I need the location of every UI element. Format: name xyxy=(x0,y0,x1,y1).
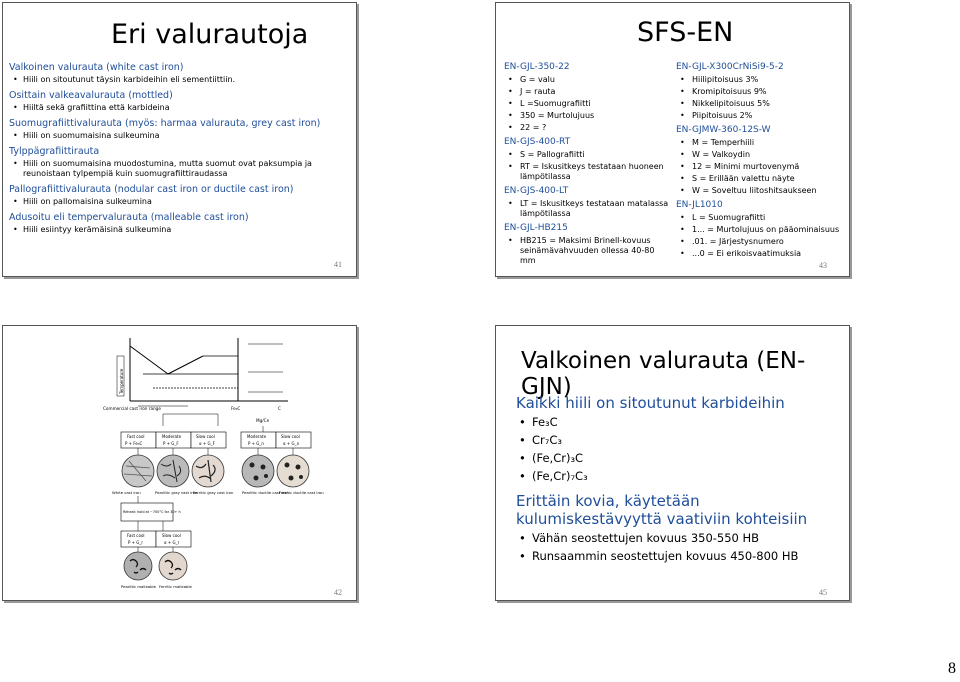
phase-formula: α + G_F xyxy=(199,441,215,446)
bullet: • W = Soveltuu liitoshitsaukseen xyxy=(676,186,844,196)
bullet: • Nikkelipitoisuus 5% xyxy=(676,99,844,109)
phase-formula: α + G_n xyxy=(283,441,300,446)
axis-label: Temperature xyxy=(119,368,124,394)
section-heading: Tylppägrafiittirauta xyxy=(9,146,100,157)
code-heading: EN-JL1010 xyxy=(676,200,723,210)
phase-formula: P + G_r xyxy=(128,540,144,545)
bullet: • Runsaammin seostettujen kovuus 450-800 HB xyxy=(516,549,836,564)
slide-42 xyxy=(2,325,357,601)
bullet: • Hiili on sitoutunut täysin karbideihin eli sementiittiin. xyxy=(9,75,349,85)
page-number: 41 xyxy=(334,260,342,269)
slide-45-content xyxy=(516,386,836,564)
bullet: • HB215 = Maksimi Brinell-kovuus seinämävahvuuden ollessa 40-80 mm xyxy=(504,236,669,266)
sheet-page-number: 8 xyxy=(948,660,956,677)
bullet: • L = Suomugrafiitti xyxy=(676,213,844,223)
slide-41 xyxy=(2,2,357,277)
cast-iron-diagram xyxy=(3,326,356,600)
bullet: • Hiili esiintyy kerämäisinä sulkeumina xyxy=(9,225,349,235)
cooling-rate: Fast cool xyxy=(127,434,145,439)
bullet: • S = Pallografiitti xyxy=(504,150,669,160)
reheat-label: Reheat: hold at ~700°C for 30+ h xyxy=(123,510,181,514)
code-heading: EN-GJL-HB215 xyxy=(504,223,568,233)
slide-45 xyxy=(495,325,850,601)
bullet: • Hiili on suomumaisina sulkeumina xyxy=(9,131,349,141)
micrograph-caption: Ferritic ductile cast iron xyxy=(279,490,324,495)
code-heading: EN-GJMW-360-12S-W xyxy=(676,125,771,135)
bullet: • (Fe,Cr)₇C₃ xyxy=(516,469,836,484)
phase-label: Fe₃C xyxy=(231,406,241,411)
bullet: • Kromipitoisuus 9% xyxy=(676,87,844,97)
slide-title: SFS-EN xyxy=(637,17,734,48)
bullet: • Hiili on pallomaisina sulkeumina xyxy=(9,197,349,207)
cooling-rate: Slow cool xyxy=(196,434,215,439)
micrographs-row2 xyxy=(121,552,193,589)
phase-label: C xyxy=(278,406,281,411)
slide-41-content xyxy=(9,57,349,235)
bullet: • S = Erillään valettu näyte xyxy=(676,174,844,184)
phase-formula: α + G_r xyxy=(164,540,180,545)
cooling-rate: Fast cool xyxy=(127,533,145,538)
section-heading: Osittain valkeavalurauta (mottled) xyxy=(9,90,173,101)
code-heading: EN-GJL-350-22 xyxy=(504,62,570,72)
bullet: • L =Suomugrafiitti xyxy=(504,99,669,109)
bullet: • 12 = Minimi murtovenymä xyxy=(676,162,844,172)
section-heading: Kaikki hiili on sitoutunut karbideihin xyxy=(516,394,785,412)
left-column xyxy=(504,58,669,266)
page-number: 43 xyxy=(819,261,827,270)
bullet: • LT = Iskusitkeys testataan matalassa lämpötilassa xyxy=(504,199,669,219)
phase-formula: P + G_n xyxy=(248,441,264,446)
bullet: • .01. = Järjestysnumero xyxy=(676,237,844,247)
reheat-step xyxy=(121,496,191,554)
bullet: • Hiilipitoisuus 3% xyxy=(676,75,844,85)
slide-title: Valkoinen valurauta (EN-GJN) xyxy=(521,348,806,400)
bullet: • J = rauta xyxy=(504,87,669,97)
cooling-rate: Slow cool xyxy=(281,434,300,439)
bullet: • Vähän seostettujen kovuus 350-550 HB xyxy=(516,531,836,546)
bullet: • Hiiltä sekä grafiittina että karbideina xyxy=(9,103,349,113)
cooling-rate: Moderate xyxy=(162,434,182,439)
cooling-rate: Moderate xyxy=(247,434,267,439)
bullet: • Piipitoisuus 2% xyxy=(676,111,844,121)
bullet: • ...0 = Ei erikoisvaatimuksia xyxy=(676,249,844,259)
bullet: • Hiili on suomumaisina muodostumina, mutta suomut ovat paksumpia ja reunoistaan tylpempiä kuin suomugrafiittiraudassa xyxy=(9,159,349,179)
range-label: Commercial cast iron range xyxy=(103,406,161,411)
micrograph-caption: Pearlitic gray cast iron xyxy=(155,490,198,495)
micrograph-caption: White cast iron xyxy=(112,490,141,495)
section-heading: Erittäin kovia, käytetään kulumiskestävyyttä vaativiin kohteisiin xyxy=(516,492,808,528)
bullet: • (Fe,Cr)₃C xyxy=(516,451,836,466)
phase-diagram xyxy=(103,338,288,432)
section-heading: Adusoitu eli tempervalurauta (malleable cast iron) xyxy=(9,212,249,223)
micrograph-caption: Pearlitic malleable xyxy=(121,584,156,589)
right-column xyxy=(676,58,844,259)
phase-formula: P + Fe₃C xyxy=(125,441,143,446)
bullet: • W = Valkoydin xyxy=(676,150,844,160)
micrographs-row1 xyxy=(112,455,324,495)
bullet: • Cr₇C₃ xyxy=(516,433,836,448)
bullet: • G = valu xyxy=(504,75,669,85)
section-heading: Pallografiittivalurauta (nodular cast iron or ductile cast iron) xyxy=(9,184,294,195)
micrograph-caption: Ferritic malleable xyxy=(159,584,192,589)
bullet: • 350 = Murtolujuus xyxy=(504,111,669,121)
slide-title: Eri valurautoja xyxy=(111,19,309,50)
slide-43 xyxy=(495,2,850,277)
phase-formula: P + G_F xyxy=(163,441,179,446)
code-heading: EN-GJS-400-RT xyxy=(504,137,571,147)
page-number: 45 xyxy=(819,588,827,597)
micrograph-caption: Ferritic gray cast iron xyxy=(193,490,234,495)
section-heading: Valkoinen valurauta (white cast iron) xyxy=(9,62,184,73)
phase-label: Mg/Ce xyxy=(256,418,270,423)
bullet: • M = Temperhiili xyxy=(676,138,844,148)
code-heading: EN-GJL-X300CrNiSi9-5-2 xyxy=(676,62,784,72)
cooling-boxes-row1 xyxy=(121,432,311,458)
bullet: • Fe₃C xyxy=(516,415,836,430)
micrograph-caption: Pearlitic ductile cast iron xyxy=(242,490,289,495)
code-heading: EN-GJS-400-LT xyxy=(504,186,569,196)
bullet: • 22 = ? xyxy=(504,123,669,133)
section-heading: Suomugrafiittivalurauta (myös: harmaa valurauta, grey cast iron) xyxy=(9,118,321,129)
bullet: • 1... = Murtolujuus on pääominaisuus xyxy=(676,225,844,235)
page-number: 42 xyxy=(334,588,342,597)
cooling-rate: Slow cool xyxy=(162,533,181,538)
bullet: • RT = Iskusitkeys testataan huoneen lämpötilassa xyxy=(504,162,669,182)
